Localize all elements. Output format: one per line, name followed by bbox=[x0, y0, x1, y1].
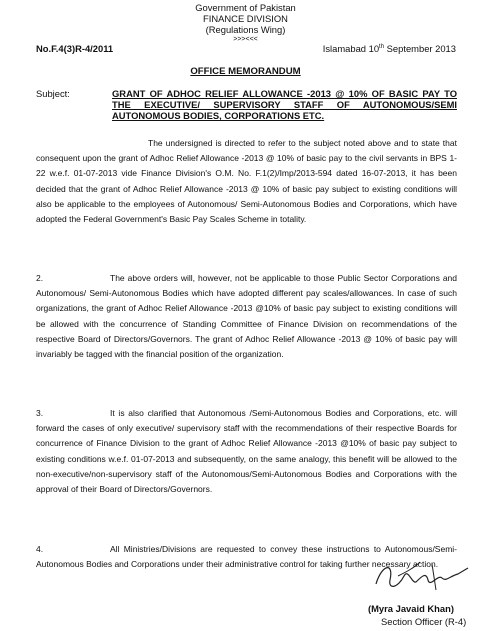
signatory-designation: Section Officer (R-4) bbox=[381, 616, 467, 627]
memo-date: Islamabad 10th September 2013 bbox=[322, 43, 456, 54]
header-government: Government of Pakistan bbox=[195, 2, 296, 13]
paragraph-3: 3. It is also clarified that Autonomous /Semi-Autonomous Bodies and Corporations, etc. will forward the cases of only executive/ supervisory staff with the recommendations of their respective Boards for concurrence of Finance Division to the grant of Adhoc Relief Allowance -2013 @10% of basic pay subject to existing conditions w.e.f. 01-07-2013 and subsequently, on the same analogy, this benefit will be allowed to the non-executive/non-supervisory staff of the Autonomous/Semi-Autonomous Bodies and Corporations with the approval of their Board of Directors/Governors. bbox=[36, 408, 457, 495]
handwritten-signature bbox=[368, 554, 488, 604]
header-wing: (Regulations Wing) bbox=[205, 24, 286, 35]
paragraph-4: 4. All Ministries/Divisions are requested to convey these instructions to Autonomous/Semi-Autonomous Bodies and Corporations under their administrative control for taking further necessary action. bbox=[36, 544, 457, 570]
header-division: FINANCE DIVISION bbox=[203, 13, 288, 24]
signatory-name: (Myra Javaid Khan) bbox=[368, 603, 454, 614]
paragraph-2: 2. The above orders will, however, not be applicable to those Public Sector Corporations and Autonomous/ Semi-Autonomous Bodies which have adopted different pay scales/allowances. In case of such organizations, the grant of Adhoc Relief Allowance -2013 @10% of basic pay subject to existing conditions will be allowed with the concurrence of Standing Committee of Finance Division on recommendations of the respective Board of Directors/Governors. The grant of Adhoc Relief Allowance -2013 @ 10% of basic pay will invariably be tagged with the financial position of the organization. bbox=[36, 273, 457, 360]
paragraph-1: The undersigned is directed to refer to the subject noted above and to state that consequent upon the grant of Adhoc Relief Allowance -2013 @ 10% of basic pay to the civil servants in BPS 1-22 w.e.f. 01-07-2013 vide Finance Division's O.M. No. F.1(2)/Imp/2013-594 dated 16-07-2013, it has been decided that the grant of Adhoc Relief Allowance -2013 @ 10% of basic pay subject to existing conditions will also be applicable to the employees of Autonomous/ Semi-Autonomous Bodies and Corporations, which have adopted the Federal Government's Basic Pay Scales Scheme in totality. bbox=[36, 138, 457, 225]
header-ornament: >>><<< bbox=[233, 36, 258, 43]
subject-text: GRANT OF ADHOC RELIEF ALLOWANCE -2013 @ 10% OF BASIC PAY TO THE EXECUTIVE/ SUPERVISORY STAFF OF AUTONOMOUS/SEMI AUTONOMOUS BODIES, CORPORATIONS ETC. bbox=[112, 88, 457, 121]
reference-number: No.F.4(3)R-4/2011 bbox=[36, 43, 114, 54]
memo-title: OFFICE MEMORANDUM bbox=[190, 66, 301, 77]
subject-label: Subject: bbox=[36, 88, 70, 99]
